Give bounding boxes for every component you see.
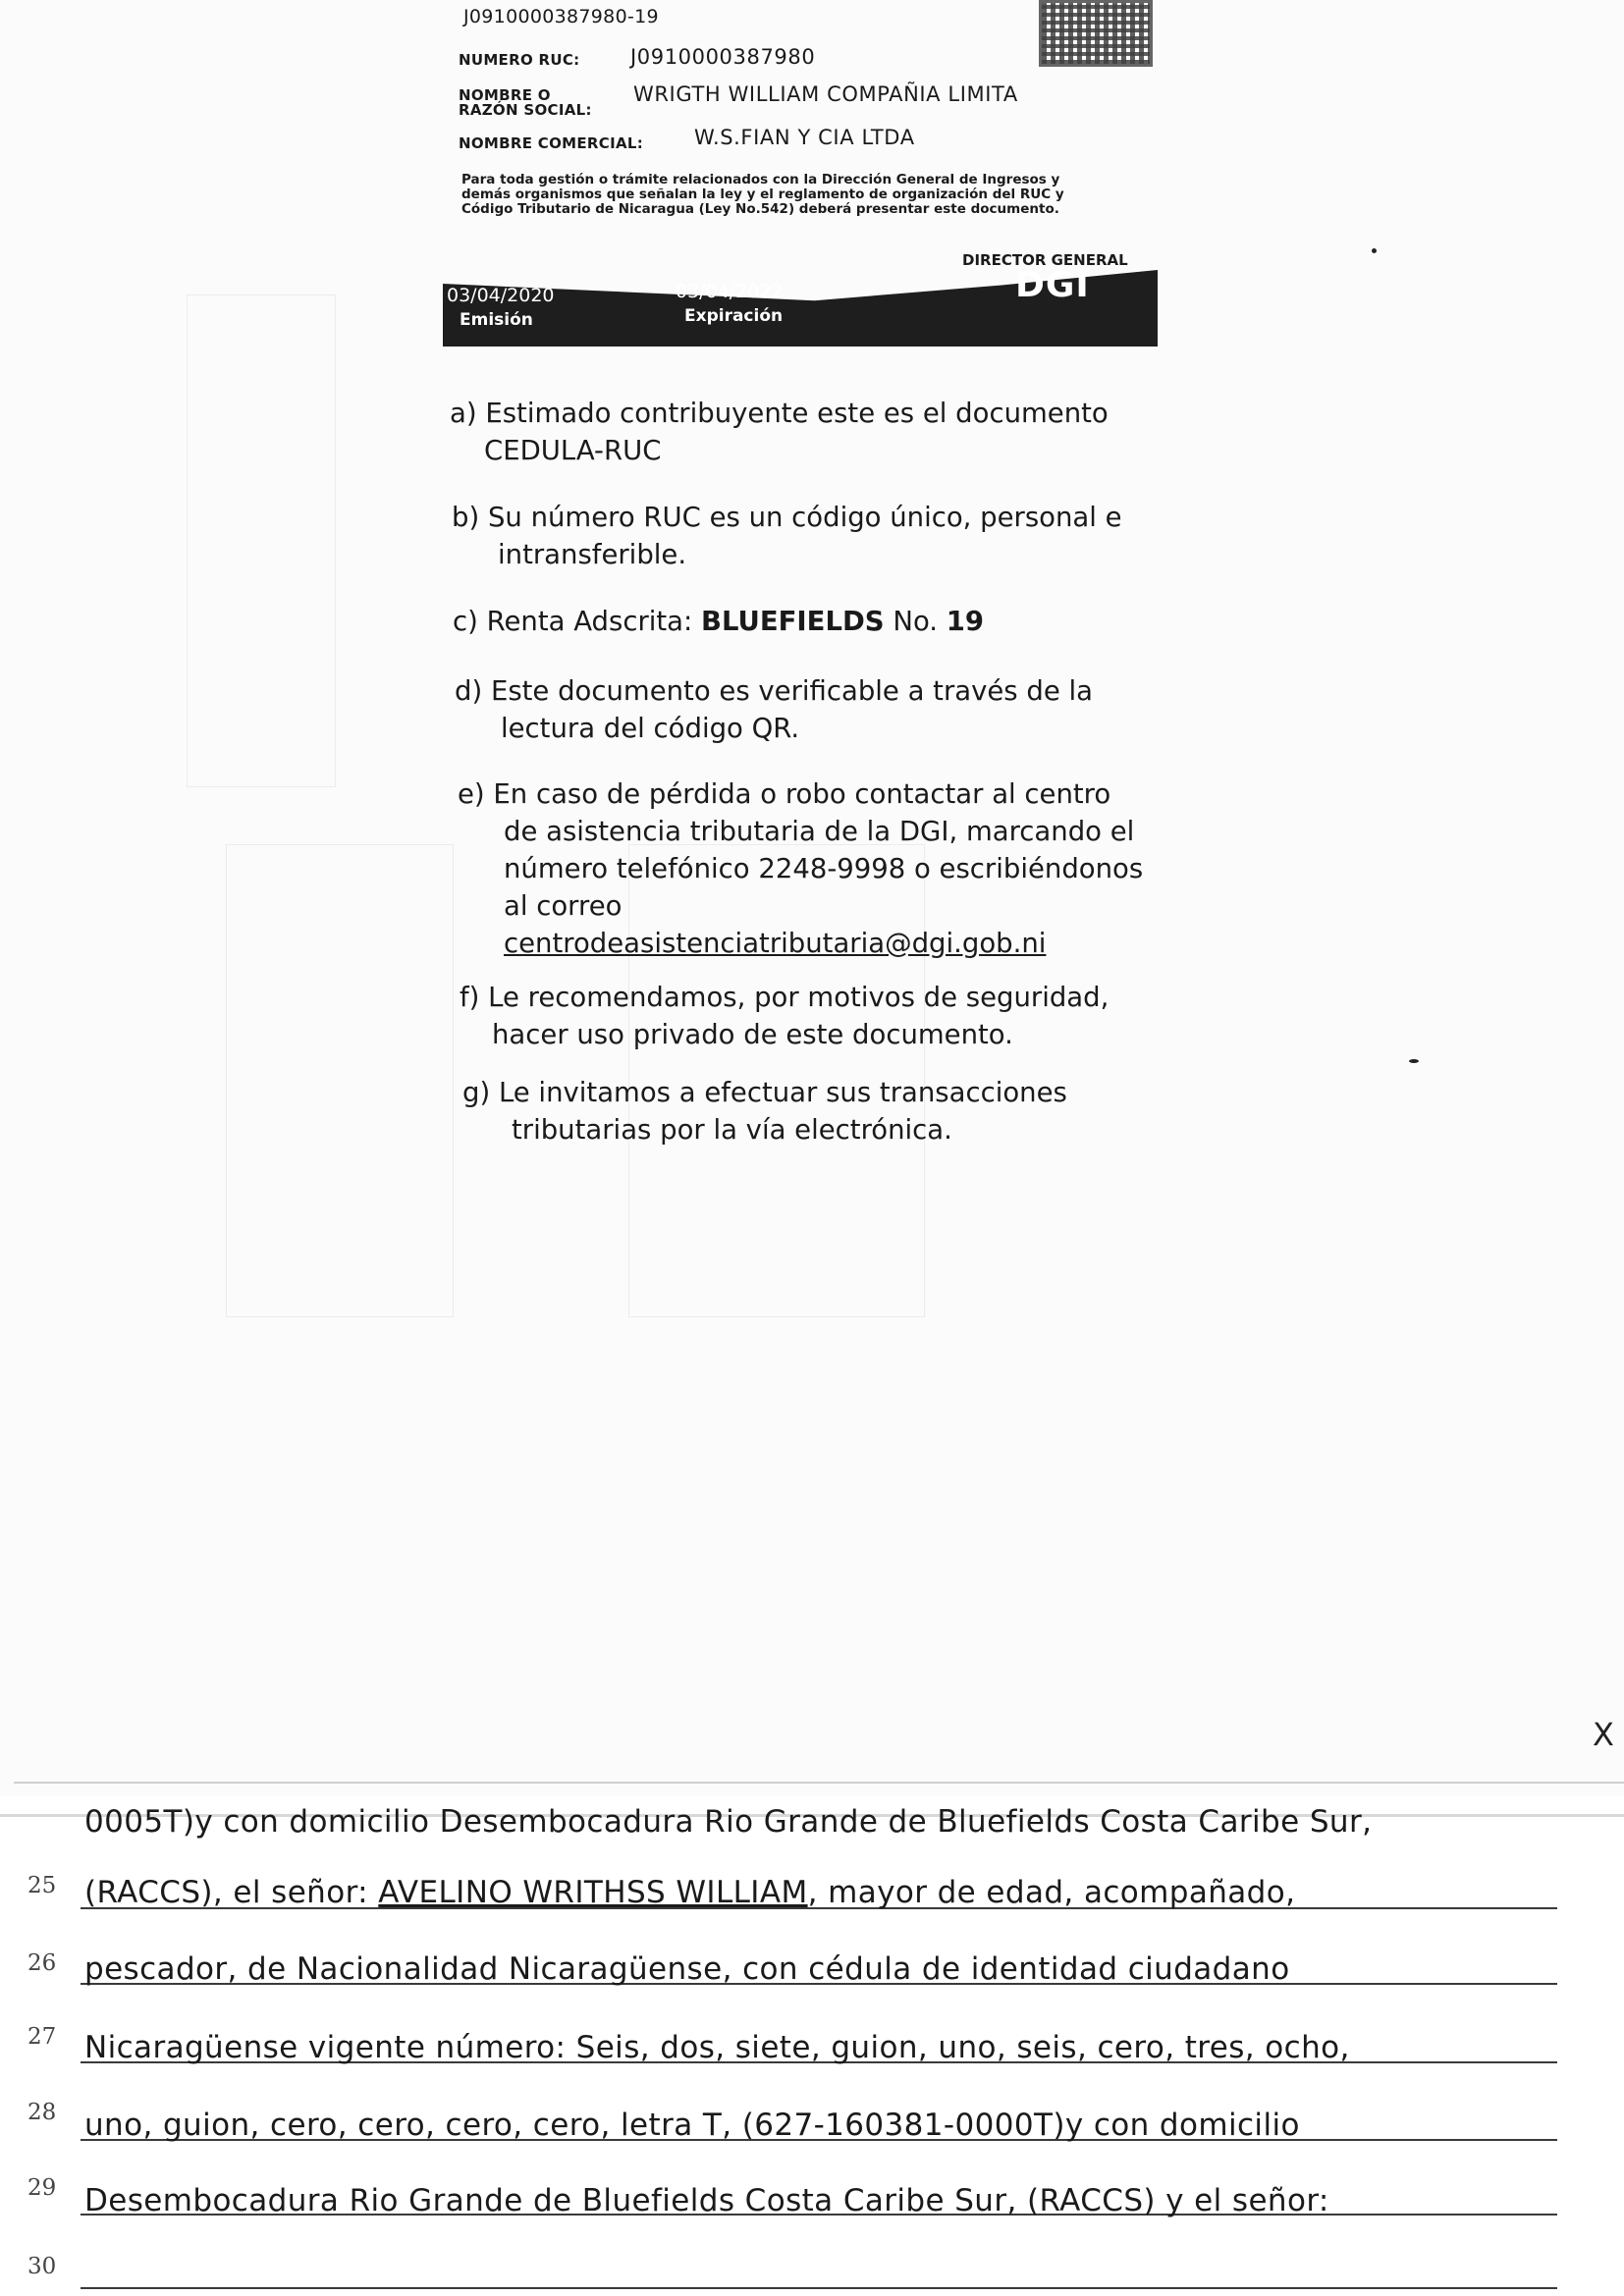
notary-line-26: pescador, de Nacionalidad Nicaragüense, con cédula de identidad ciudadano: [84, 1951, 1290, 1987]
list-item-e: [458, 775, 1143, 962]
item-letter: c): [453, 606, 478, 637]
commercial-name-value: W.S.FIAN Y CIA LTDA: [694, 126, 915, 149]
line-number: 28: [27, 2100, 57, 2125]
item-text: Estimado contribuyente este es el documento: [485, 398, 1109, 429]
qr-code-icon: [1039, 0, 1153, 67]
line-text: (RACCS), el señor:: [84, 1875, 379, 1910]
instructions-fine-print: Para toda gestión o trámite relacionados con la Dirección General de Ingresos y demás organismos que señalan la ley y el reglamento de organización del RUC y Código Tributario de Nicaragua (Ley No.542) deberá presentar este documento.: [461, 172, 1064, 217]
commercial-name-label: NOMBRE COMERCIAL:: [459, 134, 644, 152]
reference-number: J0910000387980-19: [463, 6, 659, 27]
list-item-b: [452, 499, 1122, 573]
item-text: Renta Adscrita:: [486, 606, 702, 637]
sheet-edge: [14, 1782, 1624, 1784]
notarial-page: [0, 1804, 1624, 2296]
item-text-cont: CEDULA-RUC: [484, 435, 662, 466]
item-text-cont: intransferible.: [498, 539, 687, 570]
item-letter: b): [452, 502, 480, 533]
item-letter: e): [458, 778, 485, 810]
ruc-value: J0910000387980: [630, 45, 816, 69]
line-number: 30: [27, 2254, 57, 2279]
item-letter: g): [462, 1077, 491, 1108]
line-number: 27: [27, 2024, 57, 2050]
item-text-cont: lectura del código QR.: [501, 713, 800, 744]
notary-line-28: uno, guion, cero, cero, cero, cero, letra T, (627-160381-0000T)y con domicilio: [84, 2108, 1300, 2143]
item-letter: d): [455, 675, 483, 707]
ghost-column: [226, 844, 454, 1317]
item-text-cont: de asistencia tributaria de la DGI, marcando el: [504, 816, 1135, 847]
name-label-line2: RAZÓN SOCIAL:: [459, 101, 592, 119]
line-number: 29: [27, 2175, 57, 2201]
item-text: Este documento es verificable a través de la: [490, 675, 1093, 707]
item-letter: f): [460, 982, 480, 1013]
speck: [1409, 1059, 1419, 1063]
name-label: [459, 88, 592, 118]
list-item-a: [450, 395, 1109, 469]
office-name: BLUEFIELDS: [701, 606, 885, 637]
business-name-value: WRIGTH WILLIAM COMPAÑIA LIMITA: [633, 82, 1018, 106]
item-text-cont: al correo: [504, 890, 623, 922]
item-text-cont: número telefónico 2248-9998 o escribiéndonos: [504, 853, 1144, 884]
line-rule: [81, 2287, 1557, 2289]
list-item-c: [453, 603, 984, 640]
list-item-g: [462, 1074, 1067, 1148]
expiration-label: Expiración: [684, 306, 784, 326]
speck: [1372, 248, 1377, 253]
line-number: 26: [27, 1950, 57, 1976]
item-text-cont: tributarias por la vía electrónica.: [512, 1114, 952, 1146]
office-number: 19: [946, 606, 985, 637]
support-email-link[interactable]: centrodeasistenciatributaria@dgi.gob.ni: [504, 928, 1047, 959]
dgi-logo: DGI: [1015, 265, 1090, 305]
ruc-label: NUMERO RUC:: [459, 51, 580, 69]
name-label-line1: NOMBRE O: [459, 86, 551, 104]
emission-date: 03/04/2020: [447, 285, 555, 306]
list-item-f: [460, 979, 1109, 1053]
item-letter: a): [450, 398, 477, 429]
notary-line-29: Desembocadura Rio Grande de Bluefields Costa Caribe Sur, (RACCS) y el señor:: [84, 2183, 1329, 2218]
line-text: , mayor de edad, acompañado,: [807, 1875, 1296, 1910]
person-name: AVELINO WRITHSS WILLIAM: [378, 1875, 808, 1910]
item-text: Le invitamos a efectuar sus transacciones: [498, 1077, 1067, 1108]
notary-line-top: 0005T)y con domicilio Desembocadura Rio Grande de Bluefields Costa Caribe Sur,: [84, 1804, 1373, 1840]
director-general-label: DIRECTOR GENERAL: [962, 251, 1128, 269]
close-mark-icon: X: [1593, 1716, 1614, 1753]
notary-line-27: Nicaragüense vigente número: Seis, dos, siete, guion, uno, seis, cero, tres, ocho,: [84, 2030, 1350, 2065]
expiration-date: 03/04/2022: [676, 281, 784, 302]
item-text: En caso de pérdida o robo contactar al centro: [493, 778, 1111, 810]
notary-line-25: [84, 1875, 1295, 1910]
item-text: Su número RUC es un código único, personal e: [487, 502, 1122, 533]
item-text: Le recomendamos, por motivos de seguridad,: [488, 982, 1110, 1013]
emission-label: Emisión: [460, 310, 533, 330]
item-text: No.: [884, 606, 947, 637]
item-text-cont: hacer uso privado de este documento.: [492, 1019, 1013, 1050]
line-number: 25: [27, 1873, 57, 1898]
list-item-d: [455, 672, 1093, 747]
ghost-column: [187, 294, 336, 787]
